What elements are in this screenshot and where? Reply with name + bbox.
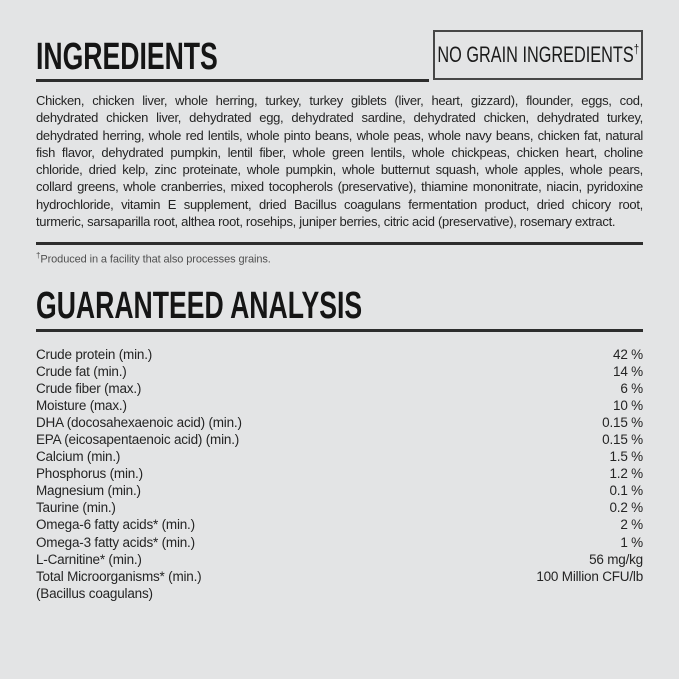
no-grain-badge-text bbox=[437, 42, 639, 68]
analysis-divider bbox=[36, 329, 643, 332]
table-row bbox=[36, 346, 643, 363]
table-row bbox=[36, 516, 643, 533]
nutrient-label: Crude fat (min.) bbox=[36, 363, 127, 379]
analysis-title bbox=[36, 284, 643, 327]
nutrient-value: 2 % bbox=[620, 517, 643, 533]
table-row bbox=[36, 397, 643, 414]
nutrient-value: 14 % bbox=[613, 363, 643, 379]
nutrient-label: Magnesium (min.) bbox=[36, 483, 141, 499]
badge-dagger: † bbox=[633, 41, 639, 57]
nutrient-label: Phosphorus (min.) bbox=[36, 466, 143, 482]
nutrient-value: 56 mg/kg bbox=[589, 551, 643, 567]
table-row bbox=[36, 568, 643, 585]
table-row bbox=[36, 431, 643, 448]
nutrient-value: 0.15 % bbox=[602, 432, 643, 447]
nutrient-label: Taurine (min.) bbox=[36, 500, 116, 516]
table-row bbox=[36, 414, 643, 431]
nutrient-label: Total Microorganisms* (min.) bbox=[36, 568, 202, 584]
table-row bbox=[36, 585, 643, 602]
nutrient-label: Crude protein (min.) bbox=[36, 346, 153, 362]
table-row bbox=[36, 363, 643, 380]
analysis-header bbox=[36, 284, 643, 327]
table-row bbox=[36, 499, 643, 516]
nutrient-value: 10 % bbox=[613, 397, 643, 413]
nutrient-value: 1.2 % bbox=[609, 466, 643, 482]
grain-footnote bbox=[36, 251, 643, 266]
table-row bbox=[36, 551, 643, 568]
nutrient-label: DHA (docosahexaenoic acid) (min.) bbox=[36, 414, 242, 430]
footnote-text: Produced in a facility that also processes grains. bbox=[40, 253, 271, 266]
nutrient-label: (Bacillus coagulans) bbox=[36, 585, 153, 601]
nutrient-value: 42 % bbox=[613, 346, 643, 362]
table-row bbox=[36, 380, 643, 397]
nutrient-label: Crude fiber (max.) bbox=[36, 380, 142, 396]
table-row bbox=[36, 482, 643, 499]
nutrient-value: 0.2 % bbox=[609, 500, 643, 516]
nutrient-label: L-Carnitine* (min.) bbox=[36, 551, 142, 567]
footnote-divider bbox=[36, 242, 643, 245]
nutrient-value: 0.15 % bbox=[602, 414, 643, 430]
ingredients-title-text: INGREDIENTS bbox=[36, 36, 218, 78]
no-grain-badge bbox=[433, 30, 643, 80]
nutrient-label: Moisture (max.) bbox=[36, 397, 127, 413]
nutrient-value: 1.5 % bbox=[609, 449, 643, 465]
table-row bbox=[36, 534, 643, 551]
analysis-title-text: GUARANTEED ANALYSIS bbox=[36, 284, 363, 327]
nutrient-value: 6 % bbox=[620, 380, 643, 396]
ingredients-divider bbox=[36, 79, 429, 82]
nutrient-value: 0.1 % bbox=[609, 483, 643, 499]
footnote-dagger: † bbox=[36, 250, 41, 260]
ingredients-header bbox=[36, 36, 643, 78]
nutrient-label: EPA (eicosapentaenoic acid) (min.) bbox=[36, 432, 240, 447]
nutrient-value: 100 Million CFU/lb bbox=[536, 568, 643, 584]
table-row bbox=[36, 448, 643, 465]
analysis-table bbox=[36, 346, 643, 602]
table-row bbox=[36, 465, 643, 482]
nutrient-label: Omega-3 fatty acids* (min.) bbox=[36, 534, 195, 550]
ingredients-list: Chicken, chicken liver, whole herring, turkey, turkey giblets (liver, heart, gizzard), flounder, eggs, cod, dehydrated chicken liver, dehydrated egg, dehydrated sardine, dehydrated chicken, dehydrated turkey, dehydrated herring, whole red lentils, whole pinto beans, whole peas, whole navy beans, chicken fat, natural fish flavor, dehydrated pumpkin, lentil fiber, whole green lentils, whole chickpeas, chicken heart, choline chloride, dried kelp, zinc proteinate, whole pumpkin, whole butternut squash, whole apples, whole pears, collard greens, whole cranberries, mixed tocopherols (preservative), thiamine mononitrate, niacin, pyridoxine hydrochloride, vitamin E supplement, dried Bacillus coagulans fermentation product, dried chicory root, turmeric, sarsaparilla root, althea root, rosehips, juniper berries, citric acid (preservative), rosemary extract. bbox=[36, 93, 643, 230]
nutrient-label: Omega-6 fatty acids* (min.) bbox=[36, 517, 195, 533]
nutrient-value: 1 % bbox=[620, 534, 643, 550]
no-grain-badge-label: NO GRAIN INGREDIENTS bbox=[437, 42, 634, 67]
nutrient-label: Calcium (min.) bbox=[36, 449, 121, 465]
